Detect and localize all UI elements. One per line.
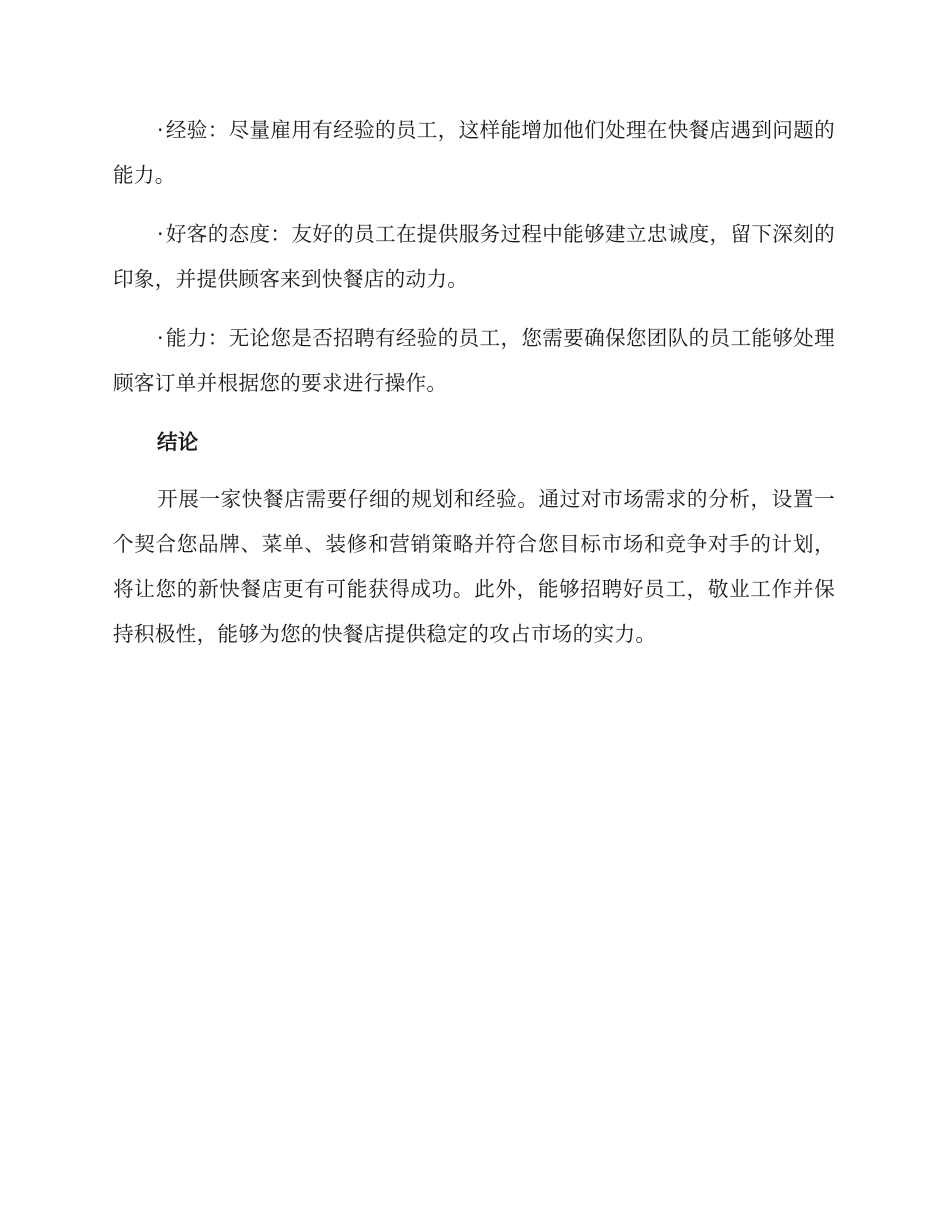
bullet-marker: · xyxy=(157,326,164,350)
bullet-text: 好客的态度：友好的员工在提供服务过程中能够建立忠诚度，留下深刻的印象，并提供顾客来到快餐店的动力。 xyxy=(113,222,835,291)
bullet-text: 能力：无论您是否招聘有经验的员工，您需要确保您团队的员工能够处理顾客订单并根据您的要求进行操作。 xyxy=(113,326,835,395)
bullet-paragraph-hospitality xyxy=(113,212,835,302)
bullet-marker: · xyxy=(157,222,164,246)
bullet-text: 经验：尽量雇用有经验的员工，这样能增加他们处理在快餐店遇到问题的能力。 xyxy=(113,118,835,187)
bullet-marker: · xyxy=(157,118,164,142)
conclusion-heading: 结论 xyxy=(157,430,199,454)
bullet-paragraph-ability xyxy=(113,316,835,406)
conclusion-paragraph: 开展一家快餐店需要仔细的规划和经验。通过对市场需求的分析，设置一个契合您品牌、菜单、装修和营销策略并符合您目标市场和竞争对手的计划，将让您的新快餐店更有可能获得成功。此外，能够招聘好员工，敬业工作并保持积极性，能够为您的快餐店提供稳定的攻占市场的实力。 xyxy=(113,487,835,646)
document-page xyxy=(113,108,835,671)
bullet-paragraph-experience xyxy=(113,108,835,198)
